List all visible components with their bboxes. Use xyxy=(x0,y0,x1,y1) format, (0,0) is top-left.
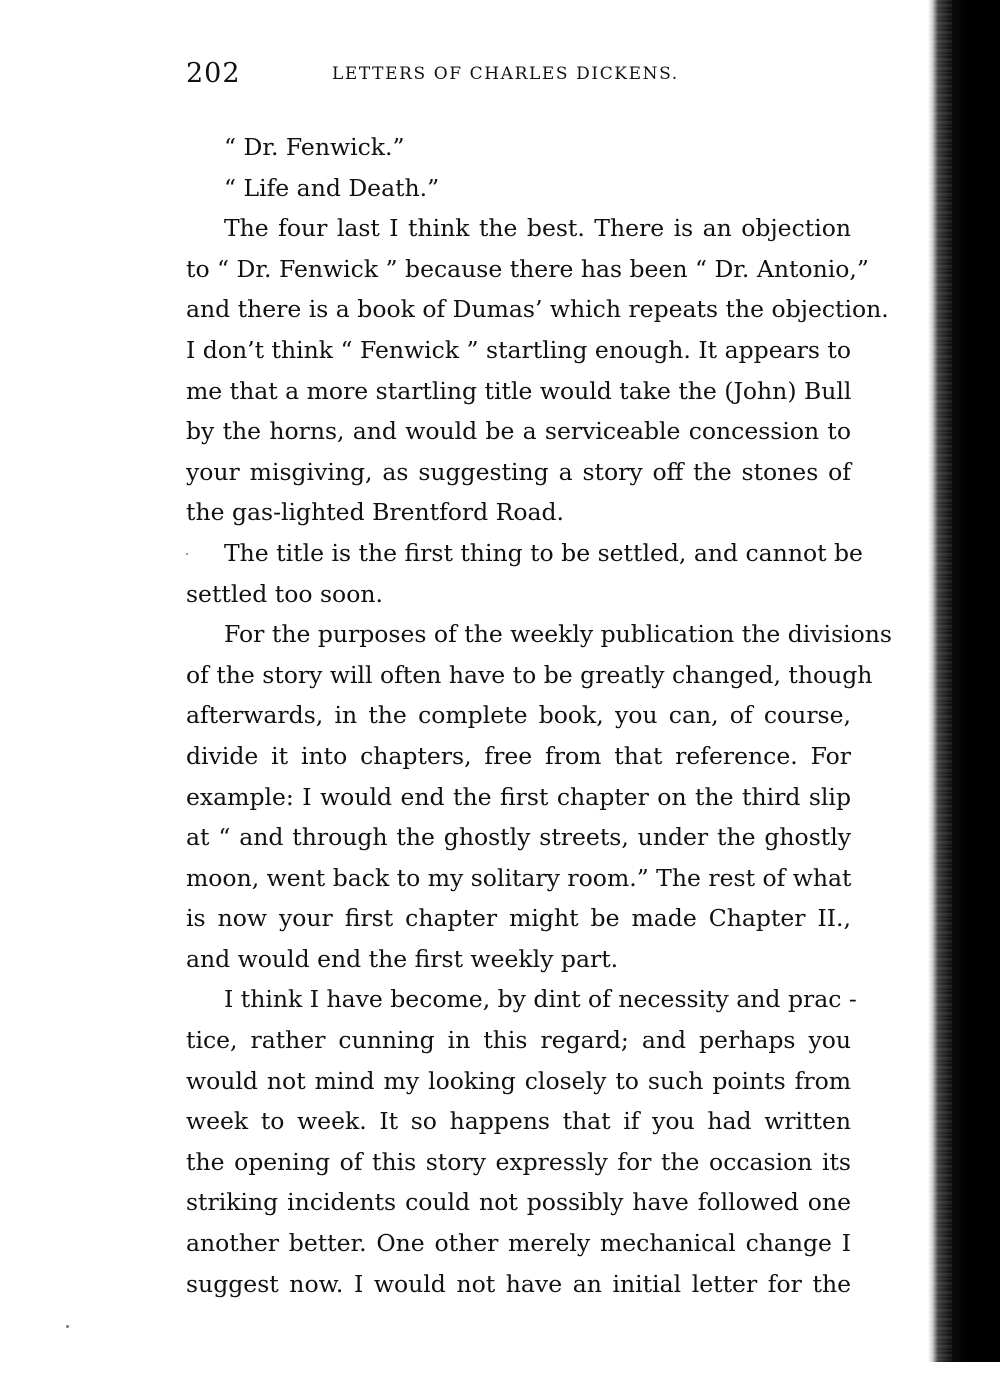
text-line: tice, rather cunning in this regard; and perhaps you xyxy=(186,1026,851,1055)
text-line: is now your first chapter might be made Chapter II., xyxy=(186,904,851,933)
letter-text xyxy=(186,127,892,1304)
text-line: by the horns, and would be a serviceable concession to xyxy=(186,417,851,446)
text-line: and there is a book of Dumas’ which repeats the objection. xyxy=(186,295,889,324)
text-line: settled too soon. xyxy=(186,579,383,608)
running-title: LETTERS OF CHARLES DICKENS. xyxy=(332,64,679,84)
paper-speck xyxy=(186,553,188,555)
text-line: “ Dr. Fenwick.” xyxy=(224,133,405,161)
text-line: divide it into chapters, free from that reference. For xyxy=(186,741,851,770)
text-line: moon, went back to my solitary room.” The rest of what xyxy=(186,863,852,892)
text-line: at “ and through the ghostly streets, under the ghostly xyxy=(186,823,851,852)
text-line: suggest now. I would not have an initial letter for the xyxy=(186,1269,851,1298)
paper-speck xyxy=(66,1325,69,1328)
text-line: “ Life and Death.” xyxy=(224,173,440,202)
text-line: the gas-lighted Brentford Road. xyxy=(186,498,565,527)
text-line: the opening of this story expressly for the occasion its xyxy=(186,1147,851,1176)
text-line: I don’t think “ Fenwick ” startling enough. It appears to xyxy=(186,335,851,364)
text-line: your misgiving, as suggesting a story off the stones of xyxy=(186,457,851,486)
text-line: would not mind my looking closely to such points from xyxy=(186,1066,851,1095)
running-head xyxy=(186,58,710,98)
text-line: afterwards, in the complete book, you can, of course, xyxy=(186,701,851,730)
spine-texture xyxy=(928,0,952,1362)
text-line: to “ Dr. Fenwick ” because there has been “ Dr. Antonio,” xyxy=(186,254,869,283)
page-number: 202 xyxy=(186,58,241,89)
text-line: me that a more startling title would take the (John) Bull xyxy=(186,376,852,405)
text-line: I think I have become, by dint of necessity and prac - xyxy=(224,985,857,1014)
text-line: striking incidents could not possibly have followed one xyxy=(186,1188,851,1217)
text-line: week to week. It so happens that if you had written xyxy=(186,1107,851,1136)
text-line: For the purposes of the weekly publication the divisions xyxy=(224,620,892,649)
text-line: The four last I think the best. There is an objection xyxy=(224,214,851,243)
text-line: The title is the first thing to be settled, and cannot be xyxy=(224,538,863,567)
text-line: example: I would end the first chapter on the third slip xyxy=(186,782,851,811)
text-line: another better. One other merely mechanical change I xyxy=(186,1229,851,1258)
text-line: and would end the first weekly part. xyxy=(186,944,619,973)
text-line: of the story will often have to be greatly changed, though xyxy=(186,660,873,689)
